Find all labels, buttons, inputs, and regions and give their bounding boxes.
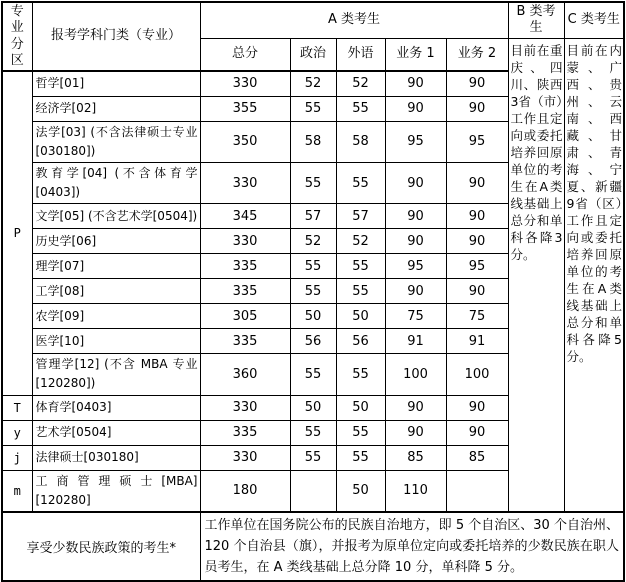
- cell-major2: 100: [446, 354, 508, 395]
- cell-major1: 90: [385, 420, 446, 445]
- cell-major1: 90: [385, 229, 446, 254]
- cell-major2: 85: [446, 445, 508, 470]
- footer-label: 享受少数民族政策的考生*: [2, 512, 200, 581]
- cell-foreign: 55: [336, 279, 385, 304]
- cell-major1: 90: [385, 204, 446, 229]
- cell-major1: 85: [385, 445, 446, 470]
- cell-politics: 55: [290, 279, 336, 304]
- header-group-b: B 类考生: [508, 2, 564, 38]
- zone-label-y: y: [2, 420, 32, 445]
- cell-subject: 文学[05] (不含艺术学[0504]): [32, 204, 200, 229]
- zone-label-j: j: [2, 445, 32, 470]
- cell-politics: 55: [290, 254, 336, 279]
- cell-major2: 90: [446, 229, 508, 254]
- cell-major1: 100: [385, 354, 446, 395]
- cell-total: 330: [200, 71, 290, 96]
- cell-total: 350: [200, 121, 290, 162]
- cell-major2: 90: [446, 395, 508, 420]
- cell-major1: 75: [385, 304, 446, 329]
- cell-subject: 管理学[12] (不含 MBA 专业[120280]): [32, 354, 200, 395]
- cell-subject: 教育学[04] (不含体育学[0403]): [32, 162, 200, 203]
- zone-label-p: P: [2, 71, 32, 395]
- cell-foreign: 56: [336, 329, 385, 354]
- cell-politics: 50: [290, 395, 336, 420]
- cell-major2: 91: [446, 329, 508, 354]
- cell-subject: 农学[09]: [32, 304, 200, 329]
- cell-politics: 52: [290, 71, 336, 96]
- cell-total: 335: [200, 279, 290, 304]
- cell-subject: 理学[07]: [32, 254, 200, 279]
- cell-politics: [290, 470, 336, 512]
- cell-subject: 法学[03] (不含法律硕士专业[030180]): [32, 121, 200, 162]
- cell-total: 355: [200, 96, 290, 121]
- cell-subject: 哲学[01]: [32, 71, 200, 96]
- cell-total: 305: [200, 304, 290, 329]
- cell-major1: 90: [385, 162, 446, 203]
- cell-total: 330: [200, 162, 290, 203]
- cell-politics: 50: [290, 304, 336, 329]
- header-zone: 专业分区: [2, 2, 32, 71]
- cell-major1: 110: [385, 470, 446, 512]
- cell-politics: 55: [290, 354, 336, 395]
- header-row-groups: [2, 2, 624, 38]
- cell-subject: 工商管理硕士[MBA][120280]: [32, 470, 200, 512]
- cell-major1: 91: [385, 329, 446, 354]
- cell-total: 335: [200, 420, 290, 445]
- cell-politics: 52: [290, 229, 336, 254]
- header-group-a: A 类考生: [200, 2, 508, 38]
- cell-foreign: 50: [336, 304, 385, 329]
- zone-label-t: T: [2, 395, 32, 420]
- cell-foreign: 50: [336, 470, 385, 512]
- cell-total: 330: [200, 445, 290, 470]
- cell-subject: 艺术学[0504]: [32, 420, 200, 445]
- cell-total: 330: [200, 395, 290, 420]
- cell-major2: 90: [446, 204, 508, 229]
- cell-total: 335: [200, 254, 290, 279]
- group-c-note: 目前在内蒙、广西、贵州、云南、西藏、甘肃、青海、宁夏、新疆9省（区）工作且定向或委托培养回原单位的考生在A类线基础上总分和单科各降5分。: [564, 38, 624, 512]
- cell-politics: 55: [290, 445, 336, 470]
- cell-foreign: 55: [336, 96, 385, 121]
- header-total: 总分: [200, 38, 290, 71]
- cell-foreign: 55: [336, 162, 385, 203]
- cell-foreign: 55: [336, 254, 385, 279]
- group-b-note: 目前在重庆、四川、陕西3省（市）工作且定向或委托培养回原单位的考生在A类线基础上总分和单科各降3分。: [508, 38, 564, 512]
- header-major1: 业务 1: [385, 38, 446, 71]
- cell-major2: 90: [446, 96, 508, 121]
- cell-major1: 95: [385, 254, 446, 279]
- cell-politics: 55: [290, 162, 336, 203]
- cell-total: 330: [200, 229, 290, 254]
- cell-total: 345: [200, 204, 290, 229]
- cell-major1: 90: [385, 395, 446, 420]
- footer-note: 工作单位在国务院公布的民族自治地方，即 5 个自治区、30 个自治州、120 个自治县（旗），并报考为原单位定向或委托培养的少数民族在职人员考生，在 A 类线基础上总分降 10 分，单科降 5 分。: [200, 512, 624, 581]
- cell-politics: 56: [290, 329, 336, 354]
- cell-major1: 90: [385, 279, 446, 304]
- cell-politics: 55: [290, 96, 336, 121]
- cell-politics: 57: [290, 204, 336, 229]
- cell-politics: 58: [290, 121, 336, 162]
- header-group-c: C 类考生: [564, 2, 624, 38]
- admission-score-table: [1, 1, 625, 582]
- cell-foreign: 55: [336, 420, 385, 445]
- header-major2: 业务 2: [446, 38, 508, 71]
- cell-major2: 90: [446, 71, 508, 96]
- cell-subject: 经济学[02]: [32, 96, 200, 121]
- header-politics: 政治: [290, 38, 336, 71]
- cell-foreign: 55: [336, 354, 385, 395]
- cell-major1: 90: [385, 96, 446, 121]
- cell-foreign: 55: [336, 445, 385, 470]
- cell-major2: 90: [446, 279, 508, 304]
- cell-total: 335: [200, 329, 290, 354]
- cell-subject: 历史学[06]: [32, 229, 200, 254]
- cell-major1: 90: [385, 71, 446, 96]
- cell-major2: 90: [446, 420, 508, 445]
- cell-subject: 工学[08]: [32, 279, 200, 304]
- cell-major2: 95: [446, 254, 508, 279]
- cell-politics: 55: [290, 420, 336, 445]
- cell-subject: 医学[10]: [32, 329, 200, 354]
- cell-major2: 75: [446, 304, 508, 329]
- zone-label-m: m: [2, 470, 32, 512]
- cell-foreign: 52: [336, 71, 385, 96]
- cell-major2: 90: [446, 162, 508, 203]
- cell-major1: 95: [385, 121, 446, 162]
- cell-subject: 体育学[0403]: [32, 395, 200, 420]
- cell-total: 180: [200, 470, 290, 512]
- header-subject: 报考学科门类（专业）: [32, 2, 200, 71]
- cell-foreign: 50: [336, 395, 385, 420]
- cell-major2: 95: [446, 121, 508, 162]
- header-foreign: 外语: [336, 38, 385, 71]
- cell-foreign: 57: [336, 204, 385, 229]
- cell-major2: [446, 470, 508, 512]
- cell-foreign: 58: [336, 121, 385, 162]
- cell-foreign: 52: [336, 229, 385, 254]
- cell-subject: 法律硕士[030180]: [32, 445, 200, 470]
- footer-row: [2, 512, 624, 581]
- cell-total: 360: [200, 354, 290, 395]
